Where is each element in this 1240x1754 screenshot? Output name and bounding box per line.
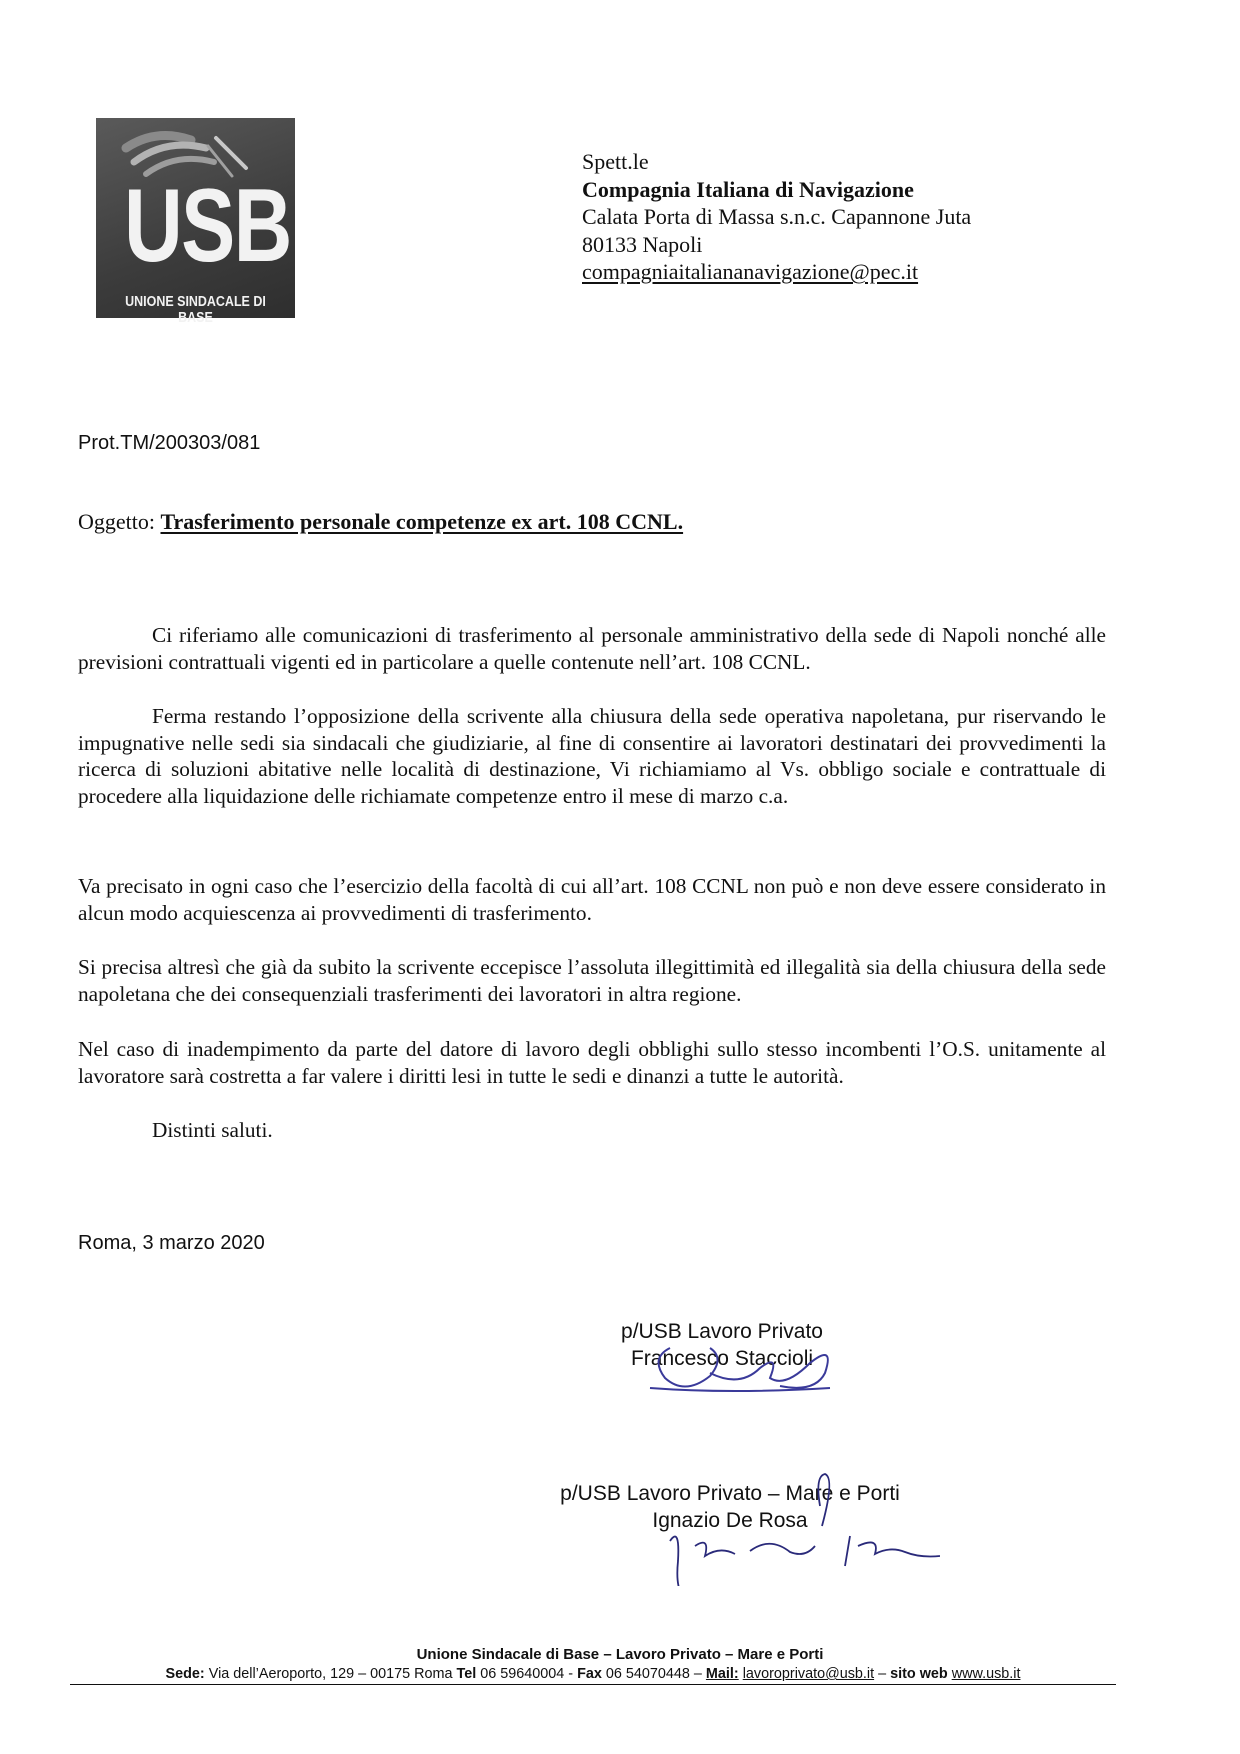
footer-tel-label: Tel [456,1666,477,1682]
addressee-address: Calata Porta di Massa s.n.c. Capannone Juta [582,204,972,229]
footer-sede-value: Via dell’Aeroporto, 129 – 00175 Roma [208,1666,453,1682]
body-paragraph-1: Ci riferiamo alle comunicazioni di trasferimento al personale amministrativo della sede di Napoli nonché alle previsioni contrattuali vigenti ed in particolare a quelle contenute nell’art. 108 CCNL. [78,623,1106,674]
logo-subtitle: UNIONE SINDACALE DI BASE [125,294,266,326]
signature-2-org: p/USB Lavoro Privato – Mare e Porti [560,1482,900,1505]
subject-line [78,509,683,535]
signature-1-name: Francesco Staccioli [630,1347,814,1370]
signature-2-name: Ignazio De Rosa [652,1509,808,1532]
protocol-number: Prot.TM/200303/081 [78,432,261,454]
usb-logo [96,118,295,326]
footer-mail-label: Mail: [705,1666,739,1682]
closing-salutation: Distinti saluti. [152,1118,273,1142]
body-paragraph-2: Ferma restando l’opposizione della scrivente alla chiusura della sede operativa napoletana, pur riservando le impugnative nelle sedi sia sindacali che giudiziarie, al fine di consentire ai lavoratori destinatari dei provvedimenti la ricerca di soluzioni abitative nelle località di destinazione, Vi richiamiamo al Vs. obbligo sociale e contrattuale di procedere alla liquidazione delle richiamate competenze entro il mese di marzo c.a. [78,704,1106,808]
footer-fax-value: 06 54070448 [605,1666,690,1682]
addressee-salutation: Spett.le [582,149,649,174]
footer-title: Unione Sindacale di Base – Lavoro Privato – Mare e Porti [416,1646,824,1663]
footer-fax-label: Fax [577,1666,602,1682]
footer-web-link[interactable]: www.usb.it [951,1666,1021,1682]
addressee-company: Compagnia Italiana di Navigazione [582,176,914,202]
body-paragraph-4: Si precisa altresì che già da subito la scrivente eccepisce l’assoluta illegittimità ed illegalità sia della chiusura della sede napoletana che dei consequenziali trasferimenti dei lavoratori in altra regione. [78,955,1106,1006]
footer-sede-label: Sede: [165,1666,205,1682]
addressee-city: 80133 Napoli [582,231,703,257]
signature-block-1 [612,1318,832,1372]
addressee-block [582,148,971,286]
signature-1-org: p/USB Lavoro Privato [621,1320,823,1343]
subject-text: Trasferimento personale competenze ex art. 108 CCNL. [160,509,684,534]
addressee-email[interactable]: compagniaitaliananavigazione@pec.it [582,259,919,284]
logo-wordmark: USB [124,168,291,284]
body-paragraph-5: Nel caso di inadempimento da parte del datore di lavoro degli obblighi sullo stesso incombenti l’O.S. unitamente al lavoratore sarà costretta a far valere i diritti lesi in tutte le sedi e dinanzi a tutte le autorità. [78,1037,1106,1088]
place-date: Roma, 3 marzo 2020 [78,1232,265,1254]
body-paragraph-3: Va precisato in ogni caso che l’esercizio della facoltà di cui all’art. 108 CCNL non può e non deve essere considerato in alcun modo acquiescenza ai provvedimenti di trasferimento. [78,874,1106,925]
footer-mail-link[interactable]: lavoroprivato@usb.it [742,1666,875,1682]
subject-label: Oggetto: [78,509,155,534]
signature-block-2 [540,1480,920,1534]
footer-tel-value: 06 59640004 [480,1666,565,1682]
footer-contacts: Sede: Via dell’Aeroporto, 129 – 00175 Roma Tel 06 59640004 - Fax 06 54070448 – Mail: lavoroprivato@usb.it – sito web www.usb.it [70,1666,1116,1685]
footer-web-label: sito web [890,1666,948,1682]
